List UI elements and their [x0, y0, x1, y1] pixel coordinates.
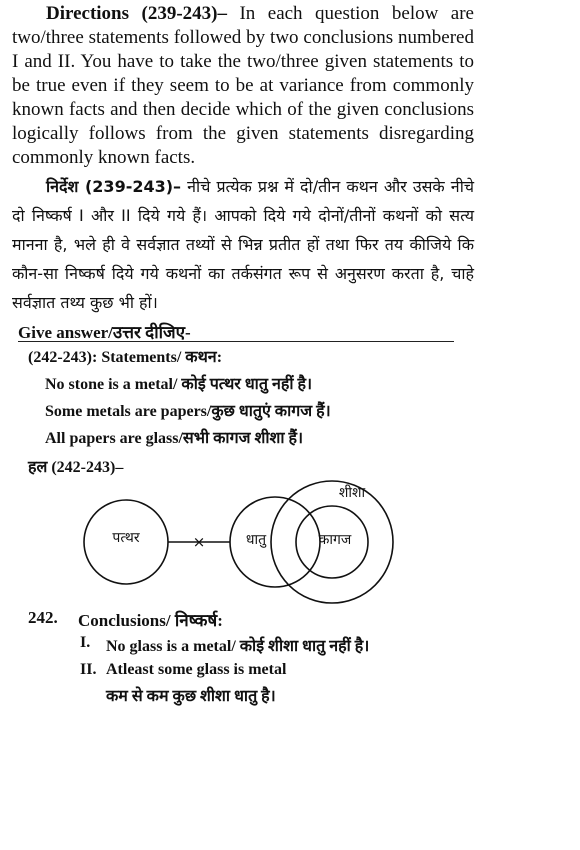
conclusion-1-text: No glass is a metal/ कोई शीशा धातु नहीं है। — [106, 638, 370, 655]
directions-english — [12, 2, 474, 170]
statement-3: All papers are glass/सभी कागज शीशा हैं। — [45, 430, 304, 447]
conclusion-2-text: Atleast some glass is metal — [106, 661, 287, 678]
solution-heading: हल (242-243)– — [28, 459, 124, 476]
conclusions-heading: Conclusions/ निष्कर्ष: — [78, 611, 223, 630]
question-number: 242. — [28, 608, 58, 627]
stone-label: पत्थर — [112, 530, 140, 546]
paper-label: कागज — [318, 532, 352, 548]
conclusion-2-text-hindi: कम से कम कुछ शीशा धातु है। — [106, 688, 276, 705]
directions-hindi-body: नीचे प्रत्येक प्रश्न में दो/तीन कथन और उसके नीचे दो निष्कर्ष I और II दिये गये हैं। आपको दिये गये दोनों/तीनों कथनों को सत्य मानना है, भले ही वे सर्वज्ञात तथ्यों से भिन्न प्रतीत हों तथा फिर तय कीजिये कि कौन-सा निष्कर्ष दिये गये कथनों का तर्कसंगत रूप से अनुसरण करता है, चाहे सर्वज्ञात तथ्य कुछ भी हों। — [12, 177, 474, 312]
disjoint-cross-icon: × — [192, 533, 206, 551]
venn-diagram — [70, 474, 410, 609]
metal-circle — [230, 497, 320, 587]
directions-hindi — [12, 172, 474, 317]
directions-heading: Directions (239-243)– — [46, 3, 227, 24]
conclusion-2-number: II. — [80, 661, 97, 678]
statement-2: Some metals are papers/कुछ धातुएं कागज हैं। — [45, 403, 331, 420]
give-answer-label: Give answer/उत्तर दीजिए- — [18, 323, 191, 342]
directions-body: In each question below are two/three statements followed by two conclusions numbered I and II. You have to take the two/three given statements to be true even if they seem to be at variance from commonly known facts and then decide which of the given conclusions logically follows from the given statements disregarding commonly known facts. — [12, 3, 474, 168]
glass-label: शीशा — [338, 485, 366, 501]
directions-hindi-heading: निर्देश (239-243)– — [46, 177, 182, 196]
statements-heading: (242-243): Statements/ कथन: — [28, 349, 223, 366]
statement-1: No stone is a metal/ कोई पत्थर धातु नहीं है। — [45, 376, 313, 393]
metal-label: धातु — [245, 532, 267, 548]
divider — [18, 341, 454, 342]
conclusion-1-number: I. — [80, 634, 91, 651]
